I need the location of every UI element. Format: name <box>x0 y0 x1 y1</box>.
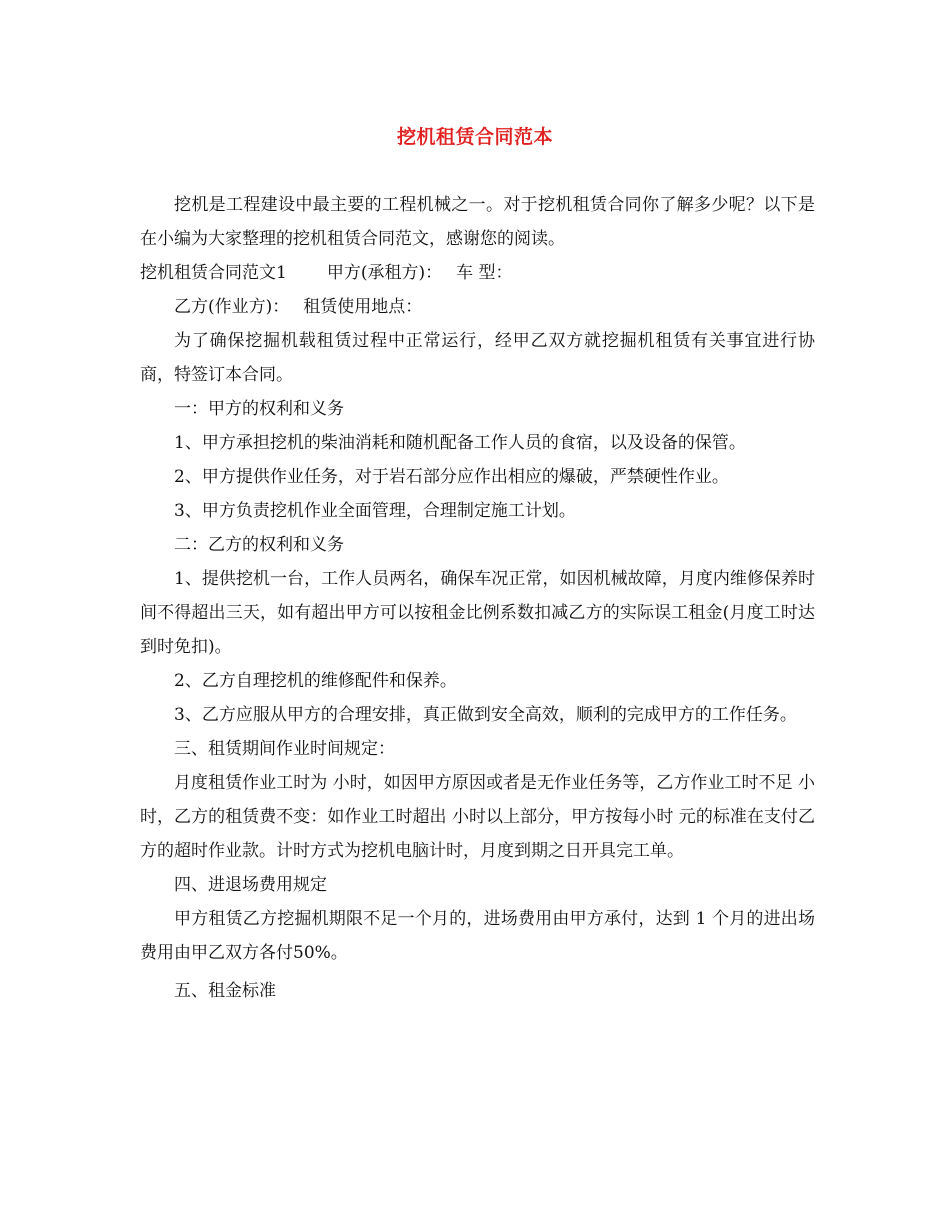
document-body <box>140 188 815 1008</box>
section-1-item-2: 2、甲方提供作业任务，对于岩石部分应作出相应的爆破，严禁硬性作业。 <box>174 467 729 487</box>
section-heading-3: 三、租赁期间作业时间规定： <box>174 739 395 759</box>
party-a-label: 甲方(承租方)： <box>326 263 443 283</box>
section-4-item-1: 甲方租赁乙方挖掘机期限不足一个月的，进场费用由甲方承付，达到 1 个月的进出场费用由甲乙双方各付50%。 <box>140 909 815 963</box>
vehicle-type-label: 车 型： <box>456 263 513 283</box>
section-2-item-1: 1、提供挖机一台，工作人员两名，确保车况正常，如因机械故障，月度内维修保养时间不得超出三天，如有超出甲方可以按租金比例系数扣减乙方的实际误工租金(月度工时达到时免扣)。 <box>140 569 815 657</box>
section-heading-1: 一：甲方的权利和义务 <box>174 399 344 419</box>
preamble-paragraph: 为了确保挖掘机载租赁过程中正常运行，经甲乙双方就挖掘机租赁有关事宜进行协商，特签订本合同。 <box>140 331 815 385</box>
usage-location-label: 租赁使用地点： <box>303 297 423 317</box>
intro-paragraph: 挖机是工程建设中最主要的工程机械之一。对于挖机租赁合同你了解多少呢？以下是在小编为大家整理的挖机租赁合同范文，感谢您的阅读。 <box>140 195 815 249</box>
header-line-title: 挖机租赁合同范文1 <box>140 263 287 283</box>
header-line <box>140 256 815 290</box>
section-heading-2: 二：乙方的权利和义务 <box>174 535 344 555</box>
party-b-label: 乙方(作业方)： <box>174 297 290 317</box>
section-1-item-1: 1、甲方承担挖机的柴油消耗和随机配备工作人员的食宿，以及设备的保管。 <box>174 433 746 453</box>
section-2-item-3: 3、乙方应服从甲方的合理安排，真正做到安全高效，顺利的完成甲方的工作任务。 <box>174 705 797 725</box>
section-1-item-3: 3、甲方负责挖机作业全面管理，合理制定施工计划。 <box>174 501 576 521</box>
document-title: 挖机租赁合同范本 <box>396 126 553 148</box>
section-heading-5: 五、租金标准 <box>174 981 276 1001</box>
party-line <box>140 290 815 324</box>
section-heading-4: 四、进退场费用规定 <box>174 875 327 895</box>
section-2-item-2: 2、乙方自理挖机的维修配件和保养。 <box>174 671 457 691</box>
section-3-item-1: 月度租赁作业工时为 小时，如因甲方原因或者是无作业任务等，乙方作业工时不足 小时，乙方的租赁费不变：如作业工时超出 小时以上部分，甲方按每小时 元的标准在支付乙方的超时作业款。计时方式为挖机电脑计时，月度到期之日开具完工单。 <box>140 773 815 861</box>
